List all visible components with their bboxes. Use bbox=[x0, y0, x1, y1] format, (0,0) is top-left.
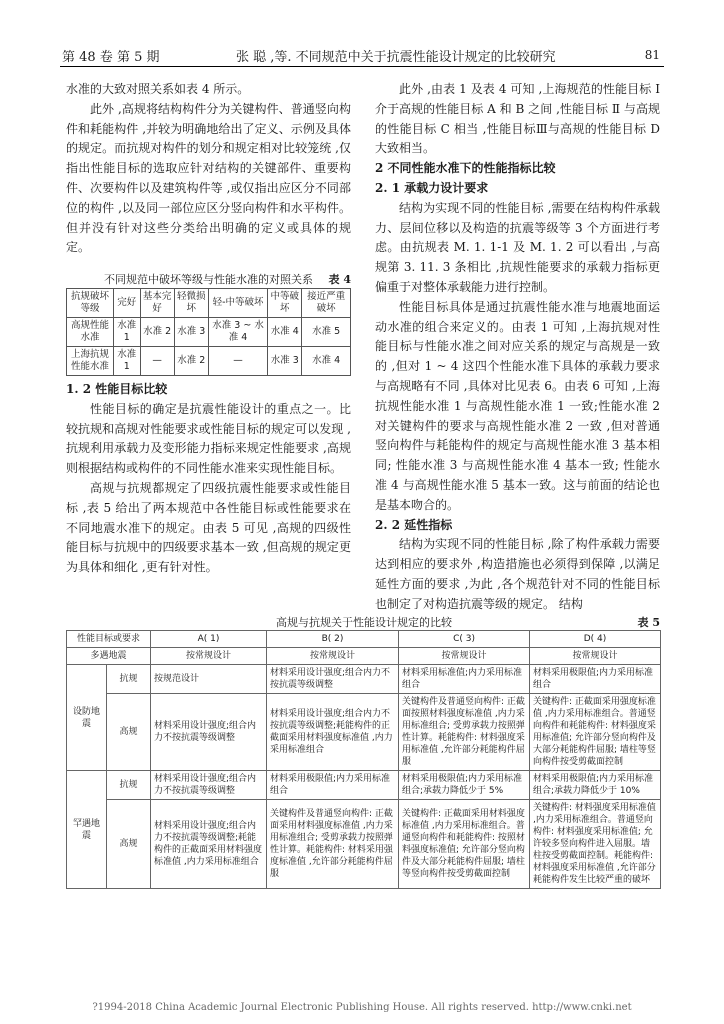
table-cell: 高规 bbox=[107, 694, 151, 771]
table4-title: 不同规范中破坏等级与性能水准的对照关系 bbox=[104, 273, 313, 286]
table-cell: 关键构件: 正截面采用材料强度标准值 ,内力采用标准组合。普通竖向构件和耗能构件: 按照材料强度标准值; 允许部分竖向构件及大部分耗能构件屈服; 墙柱等竖向构件按受剪截面控制 bbox=[399, 800, 530, 889]
table-cell: 水准 2 bbox=[140, 318, 174, 347]
paragraph: 此外 ,高规将结构构件分为关键构件、普通竖向构件和耗能构件 ,并较为明确地给出了定义、示例及具体的规定。而抗规对构件的划分和规定相对比较笼统 ,仅指出性能目标的选取应针对结构的关键部件、重要构件、次要构件以及建筑构件等 ,或仅指出应区分不同部位的构件 ,以及同一部位应区分竖向构件和水平构件。但并没有针对这些分类给出明确的定义或具体的规定。 bbox=[66, 101, 351, 255]
section-heading: 2. 1 承载力设计要求 bbox=[375, 180, 489, 195]
table5-title: 高规与抗规关于性能设计规定的比较 bbox=[276, 616, 452, 629]
table-cell: 关键构件: 材料强度采用标准值 ,内力采用标准组合。普通竖向构件: 材料强度采用标准值; 允许较多竖向构件进入屈服。墙柱按受剪截面控制。耗能构件: 材料强度采用标准值 ,允许部分耗能构件发生比较严重的破坏 bbox=[530, 800, 661, 889]
table-cell: 高规性能水准 bbox=[67, 318, 114, 347]
table5 bbox=[66, 630, 661, 889]
left-column bbox=[66, 80, 351, 258]
table-cell: 材料采用极限值;内力采用标准组合;承载力降低少于 5% bbox=[399, 771, 530, 800]
table-header-cell: C( 3) bbox=[399, 631, 530, 648]
paragraph: 此外 ,由表 1 及表 4 可知 ,上海规范的性能目标 Ⅰ 介于高规的性能目标 A 和 B 之间 ,性能目标 Ⅱ 与高规的性能目标 C 相当 ,性能目标Ⅲ与高规的性能目标 D 大致相当。 bbox=[375, 82, 660, 156]
paragraph: 性能目标的确定是抗震性能设计的重点之一。比较抗规和高规对性能要求或性能目标的规定可以发现 ,抗规利用承载力及变形能力指标来规定性能要求 ,高规则根据结构或构件的不同性能水准来实现性能目标。 bbox=[66, 401, 351, 476]
table-cell: 水准 4 bbox=[302, 347, 351, 376]
table-group-label: 设防地震 bbox=[67, 665, 107, 771]
table-cell: 材料采用设计强度;组合内力不按抗震等级调整;耗能构件的正截面采用材料强度标准值 ,内力采用标准组合 bbox=[151, 800, 267, 889]
table-cell: 水准 2 bbox=[174, 347, 208, 376]
section-heading: 2 不同性能水准下的性能指标比较 bbox=[375, 161, 556, 176]
table-cell: 上海抗规性能水准 bbox=[67, 347, 114, 376]
table-row bbox=[67, 665, 661, 694]
table-header-cell: 轻微损坏 bbox=[174, 289, 208, 318]
table-cell: 材料采用标准值;内力采用标准组合 bbox=[399, 665, 530, 694]
issue-label: 第 48 卷 第 5 期 bbox=[62, 50, 160, 65]
table-cell: 多遇地震 bbox=[67, 648, 151, 665]
section-heading: 2. 2 延性指标 bbox=[375, 517, 453, 532]
table-cell: 按常规设计 bbox=[151, 648, 267, 665]
table-cell: 水准 4 bbox=[268, 318, 302, 347]
page-number: 81 bbox=[644, 48, 660, 62]
table-cell: 水准 1 bbox=[114, 318, 141, 347]
table-header-cell: D( 4) bbox=[530, 631, 661, 648]
table-cell: 水准 3 bbox=[268, 347, 302, 376]
table-header-cell: 完好 bbox=[114, 289, 141, 318]
table-row bbox=[67, 318, 351, 347]
paragraph: 高规与抗规都规定了四级抗震性能要求或性能目标 ,表 5 给出了两本规范中各性能目标或性能要求在不同地震水准下的规定。由表 5 可见 ,高规的四级性能目标与抗规中的四级要求基本一致 ,但高规的规定更为具体和细化 ,更有针对性。 bbox=[66, 480, 351, 575]
table-header-row bbox=[67, 289, 351, 318]
running-header bbox=[60, 44, 664, 67]
table4-label: 表 4 bbox=[328, 273, 351, 286]
table-row bbox=[67, 347, 351, 376]
article-title: 张 聪 ,等. 不同规范中关于抗震性能设计规定的比较研究 bbox=[236, 50, 556, 65]
table-cell: 水准 3 ~ 水准 4 bbox=[208, 318, 267, 347]
table-row bbox=[67, 800, 661, 889]
table-cell: 关键构件及普通竖向构件: 正截面采用材料强度标准值 ,内力采用标准组合; 受剪承载力按照弹性计算。耗能构件: 材料采用强度标准值 ,允许部分耗能构件屈服 bbox=[267, 800, 399, 889]
table4-caption bbox=[66, 271, 351, 287]
table-cell: 材料采用极限值;内力采用标准组合 bbox=[267, 771, 399, 800]
table-cell: 高规 bbox=[107, 800, 151, 889]
paragraph: 水准的大致对照关系如表 4 所示。 bbox=[66, 82, 250, 96]
table-group-label: 罕遇地震 bbox=[67, 771, 107, 889]
table-row bbox=[67, 771, 661, 800]
table5-caption bbox=[66, 614, 660, 630]
table-header-cell: 中等破坏 bbox=[268, 289, 302, 318]
table-cell: 材料采用设计强度;组合内力不按抗震等级调整;耗能构件的正截面采用材料强度标准值 ,内力采用标准组合 bbox=[267, 694, 399, 771]
table-cell: 按常规设计 bbox=[267, 648, 399, 665]
table-cell: 材料采用极限值;内力采用标准组合 bbox=[530, 665, 661, 694]
copyright-footer: ?1994-2018 China Academic Journal Electronic Publishing House. All rights reserved. http://www.cnki.net bbox=[92, 1002, 632, 1013]
table-header-cell: 轻-中等破坏 bbox=[208, 289, 267, 318]
table5-label: 表 5 bbox=[637, 616, 660, 629]
table-cell: 材料采用设计强度;组合内力不按抗震等级调整 bbox=[267, 665, 399, 694]
table-header-cell: 抗规破坏等级 bbox=[67, 289, 114, 318]
paragraph: 性能目标具体是通过抗震性能水准与地震地面运动水准的组合来定义的。由表 1 可知 ,上海抗规对性能目标与性能水准之间对应关系的规定与高规是一致的 ,但对 1 ~ 4 这四个性能水准下具体的承载力要求与高规略有不同 ,具体对比见表 6。由表 6 可知 ,上海抗规性能水准 1 与高规性能水准 1 一致;性能水准 2 对关键构件的要求与高规性能水准 2 一致 ,但对普通竖向构件与耗能构件的规定与高规性能水准 3 基本相同; 性能水准 3 与高规性能水准 4 基本一致; 性能水准 4 与高规性能水准 5 基本一致。这与前面的结论也是基本吻合的。 bbox=[375, 299, 660, 512]
table-cell: 关键构件及普通竖向构件: 正截面按照材料强度标准值 ,内力采用标准组合; 受剪承载力按照弹性计算。耗能构件: 材料强度采用标准值 ,允许部分耗能构件屈服 bbox=[399, 694, 530, 771]
table-cell: 按常规设计 bbox=[530, 648, 661, 665]
table-cell: 水准 3 bbox=[174, 318, 208, 347]
table-header-cell: A( 1) bbox=[151, 631, 267, 648]
table-header-cell: 接近严重破坏 bbox=[302, 289, 351, 318]
table-cell: 水准 1 bbox=[114, 347, 141, 376]
table-cell: 抗规 bbox=[107, 771, 151, 800]
paragraph: 结构为实现不同的性能目标 ,需要在结构构件承载力、层间位移以及构造的抗震等级等 3 个方面进行考虑。由抗规表 M. 1. 1-1 及 M. 1. 2 可以看出 ,与高规第 3. 11. 3 条相比 ,抗规性能要求的承载力指标更偏重于对整体承载能力进行控制。 bbox=[375, 200, 660, 294]
table-header-row bbox=[67, 631, 661, 648]
table4 bbox=[66, 288, 351, 376]
table-cell: 按常规设计 bbox=[399, 648, 530, 665]
table-cell: — bbox=[140, 347, 174, 376]
section-heading: 1. 2 性能目标比较 bbox=[66, 382, 168, 396]
table-row bbox=[67, 648, 661, 665]
table-cell: 抗规 bbox=[107, 665, 151, 694]
table-header-cell: 性能目标或要求 bbox=[67, 631, 151, 648]
table-cell: 关键构件: 正截面采用强度标准值 ,内力采用标准组合。普通竖向构件和耗能构件: 材料强度采用标准值; 允许部分竖向构件及大部分耗能构件屈服; 墙柱等竖向构件按受剪截面控制 bbox=[530, 694, 661, 771]
paragraph: 结构为实现不同的性能目标 ,除了构件承载力需要达到相应的要求外 ,构造措施也必须得到保障 ,以满足延性方面的要求 ,为此 ,各个规范针对不同的性能目标也制定了对构造抗震等级的规定。 结构 bbox=[375, 537, 660, 611]
table-cell: — bbox=[208, 347, 267, 376]
table-cell: 按规范设计 bbox=[151, 665, 267, 694]
table-header-cell: 基本完好 bbox=[140, 289, 174, 318]
table-header-cell: B( 2) bbox=[267, 631, 399, 648]
table-cell: 水准 5 bbox=[302, 318, 351, 347]
right-column bbox=[375, 80, 660, 615]
table-cell: 材料采用设计强度;组合内力不按抗震等级调整 bbox=[151, 771, 267, 800]
left-column-lower bbox=[66, 380, 351, 578]
table-cell: 材料采用极限值;内力采用标准组合;承载力降低少于 10% bbox=[530, 771, 661, 800]
table-row bbox=[67, 694, 661, 771]
table-cell: 材料采用设计强度;组合内力不按抗震等级调整 bbox=[151, 694, 267, 771]
